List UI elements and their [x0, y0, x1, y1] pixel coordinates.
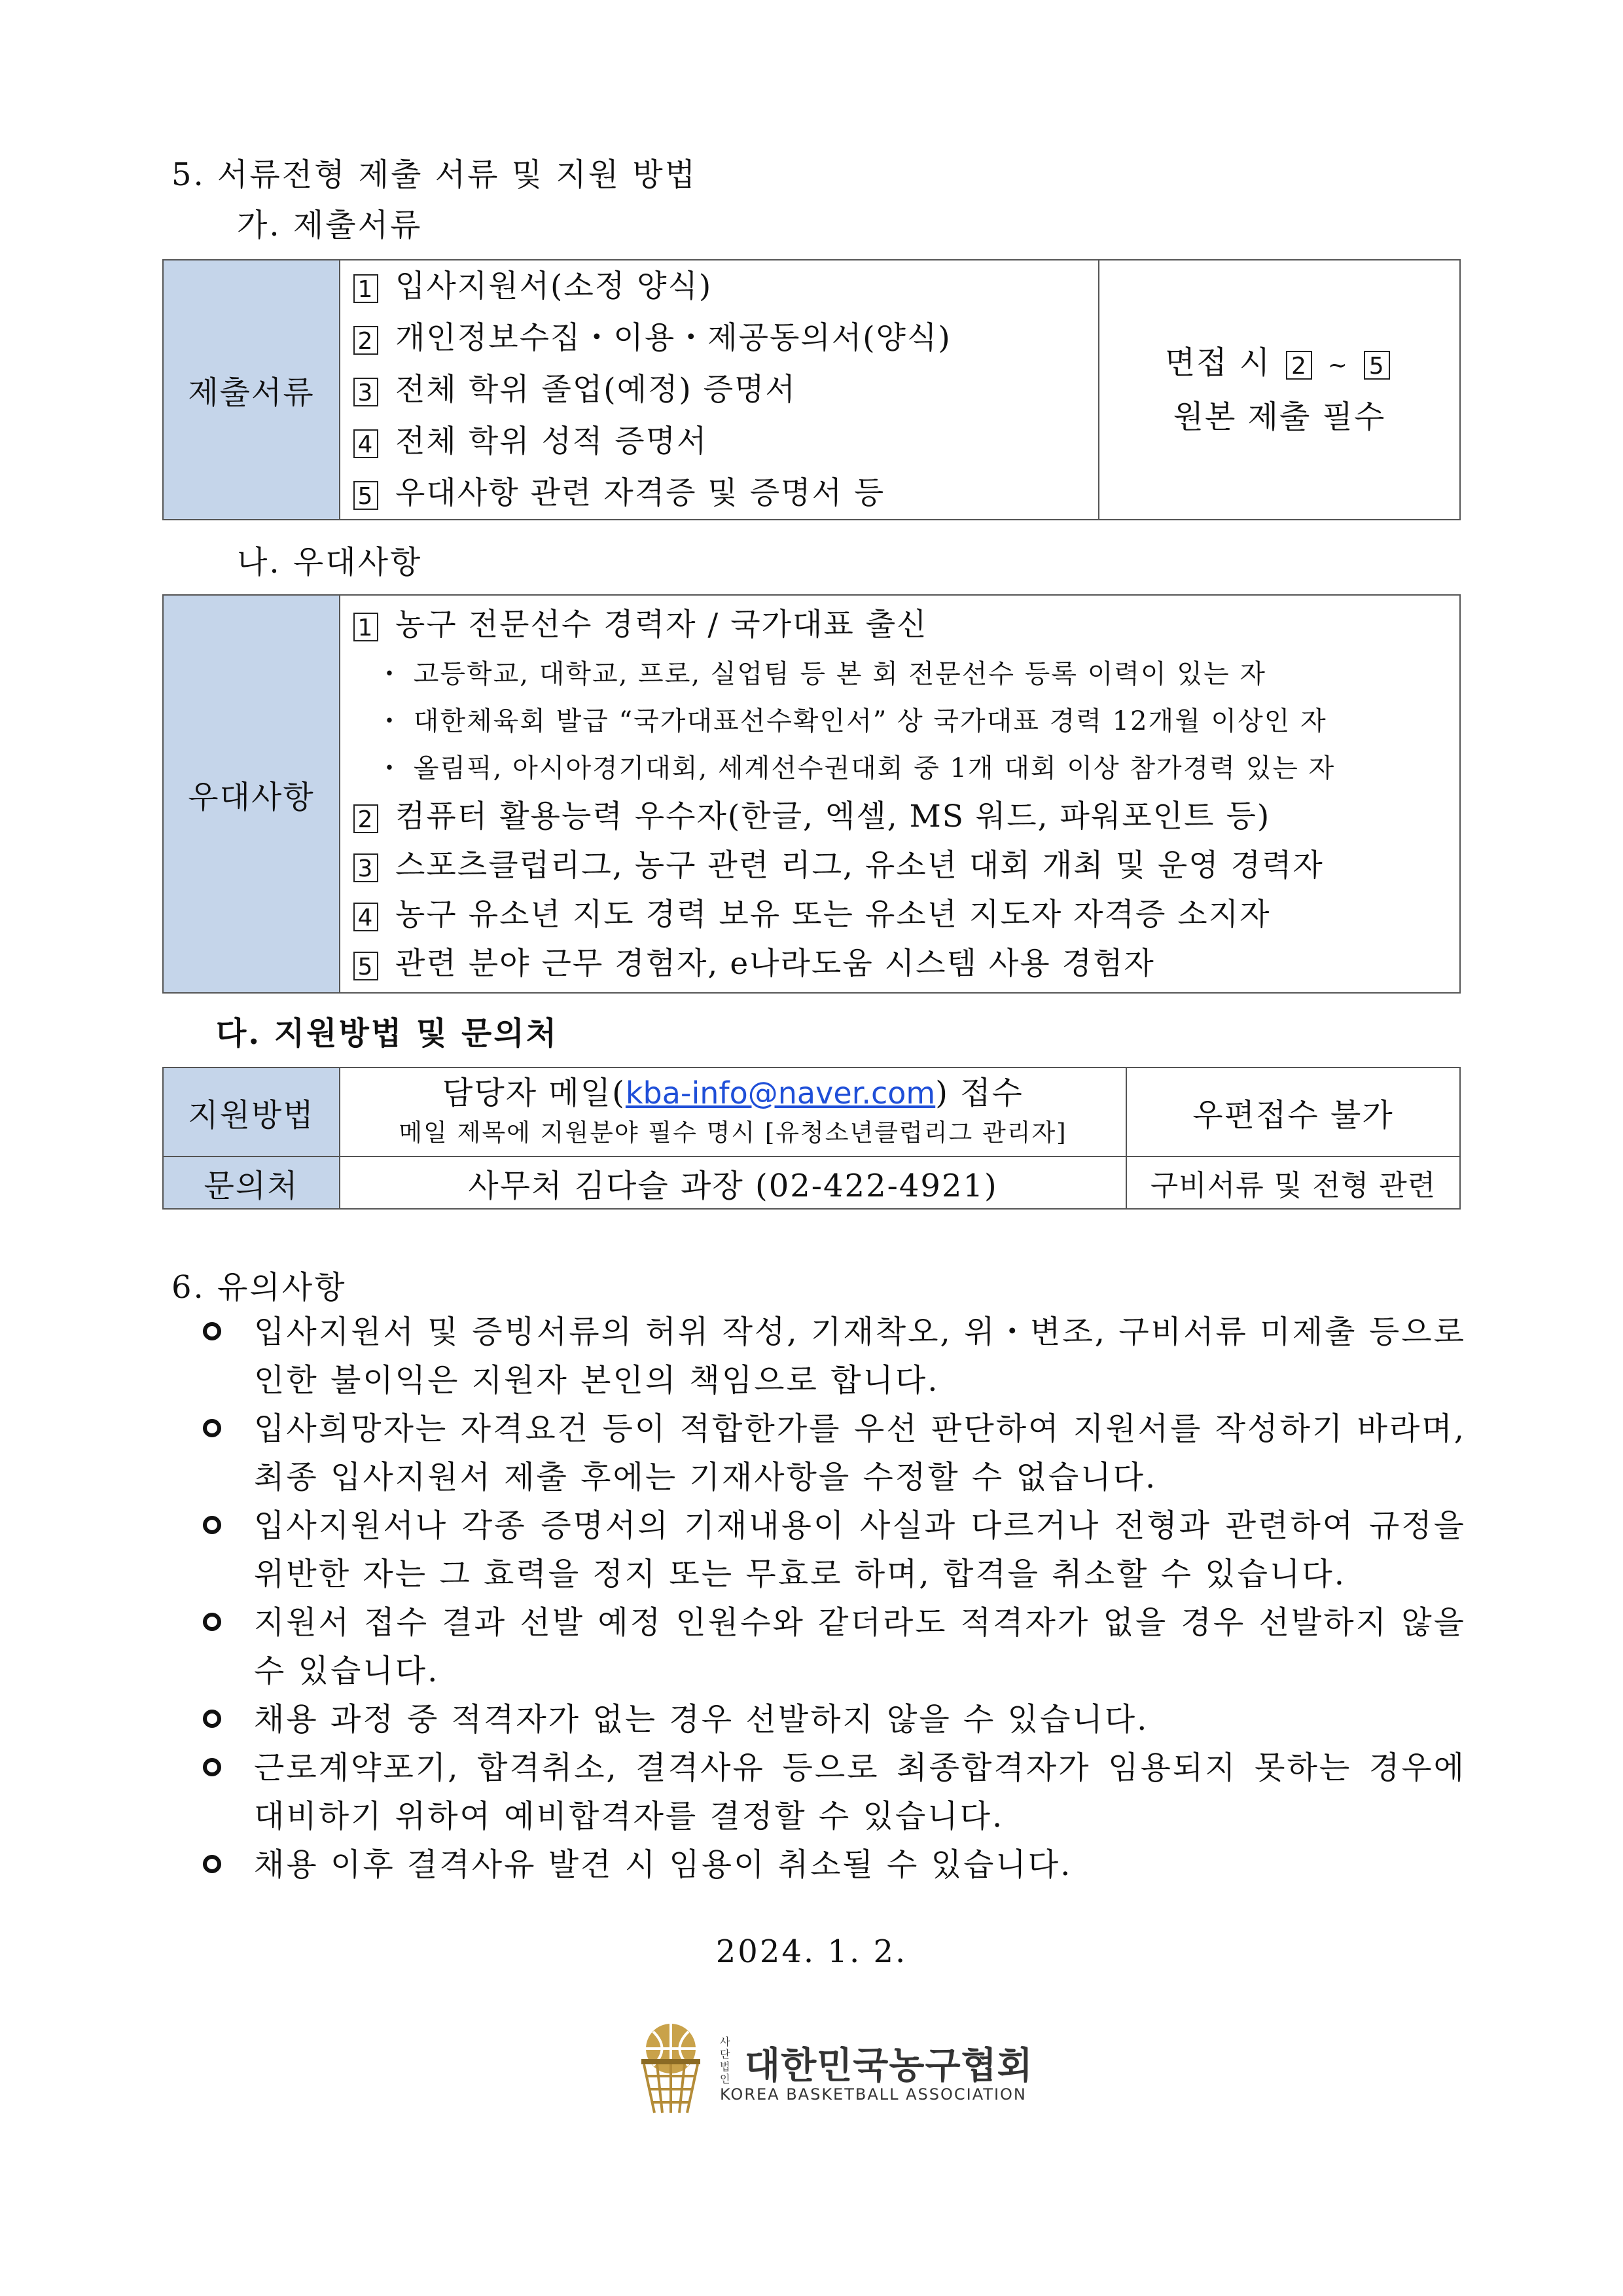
docs-table — [162, 259, 1461, 520]
doc-item-text: 전체 학위 졸업(예정) 증명서 — [395, 372, 796, 408]
pref-item — [340, 939, 1459, 988]
logo-small-text: 사단법인 — [720, 2036, 730, 2085]
apply-table — [162, 1067, 1461, 1210]
num-box: 3 — [353, 853, 378, 882]
section5-title: 5. 서류전형 제출 서류 및 지원 방법 — [171, 156, 698, 193]
num-box: 3 — [353, 378, 378, 406]
contact-label: 문의처 — [163, 1157, 340, 1209]
num-box: 2 — [1286, 351, 1312, 380]
num-box: 5 — [353, 952, 378, 980]
section5-sub-b: 나. 우대사항 — [237, 544, 423, 581]
section6-title: 6. 유의사항 — [171, 1269, 347, 1306]
doc-item — [340, 467, 1098, 519]
note-item — [203, 1598, 1466, 1695]
docs-note-line2: 원본 제출 필수 — [1173, 399, 1386, 435]
num-box: 2 — [353, 804, 378, 833]
pref-item — [340, 841, 1459, 890]
doc-item — [340, 364, 1098, 416]
kba-logo — [628, 2021, 1033, 2119]
apply-method-sub: 메일 제목에 지원분야 필수 명시 [유청소년클럽리그 관리자] — [399, 1119, 1067, 1147]
docs-note-prefix: 면접 시 — [1164, 344, 1272, 381]
num-box: 4 — [353, 429, 378, 458]
note-item — [203, 1405, 1466, 1501]
apply-method-post: ) 접수 — [935, 1075, 1024, 1111]
circle-bullet-icon — [203, 1758, 221, 1776]
note-text: 채용 이후 결격사유 발견 시 임용이 취소될 수 있습니다. — [254, 1846, 1073, 1883]
apply-method-pre: 담당자 메일( — [442, 1075, 626, 1111]
note-item — [203, 1695, 1466, 1744]
contact-info: 사무처 김다슬 과장 (02-422-4921) — [340, 1157, 1126, 1209]
pref-item-text: 농구 전문선수 경력자 / 국가대표 출신 — [395, 607, 928, 643]
doc-item-text: 전체 학위 성적 증명서 — [395, 423, 708, 459]
note-item — [203, 1501, 1466, 1598]
note-item — [203, 1308, 1466, 1405]
pref-item-text: 관련 분야 근무 경험자, e나라도움 시스템 사용 경험자 — [395, 946, 1155, 982]
apply-method-label: 지원방법 — [163, 1067, 340, 1157]
doc-item-text: 입사지원서(소정 양식) — [395, 268, 713, 304]
apply-method-line — [340, 1072, 1126, 1114]
pref-item — [340, 792, 1459, 841]
circle-bullet-icon — [203, 1516, 221, 1534]
notes-list — [203, 1308, 1466, 1889]
pref-item-text: 스포츠클럽리그, 농구 관련 리그, 유소년 대회 개최 및 운영 경력자 — [395, 848, 1324, 884]
pref-table-items — [340, 595, 1460, 993]
pref-table — [162, 594, 1461, 994]
basketball-hoop-icon — [628, 2021, 713, 2119]
num-box: 5 — [1364, 351, 1390, 380]
pref-item — [340, 890, 1459, 939]
pref-subitem: ・ 올림픽, 아시아경기대회, 세계선수권대회 중 1개 대회 이상 참가경력 있는 자 — [376, 753, 1336, 783]
note-text: 근로계약포기, 합격취소, 결격사유 등으로 최종합격자가 임용되지 못하는 경우에 대비하기 위하여 예비합격자를 결정할 수 있습니다. — [254, 1749, 1466, 1835]
note-text: 입사지원서 및 증빙서류의 허위 작성, 기재착오, 위・변조, 구비서류 미제출 등으로 인한 불이익은 지원자 본인의 책임으로 합니다. — [254, 1314, 1466, 1399]
docs-note-tilde: ~ — [1327, 352, 1349, 379]
pref-subitem: ・ 고등학교, 대학교, 프로, 실업팀 등 본 회 전문선수 등록 이력이 있는 자 — [376, 659, 1267, 689]
apply-method-cell — [340, 1067, 1126, 1157]
logo-name-en: KOREA BASKETBALL ASSOCIATION — [720, 2085, 1027, 2104]
circle-bullet-icon — [203, 1613, 221, 1631]
doc-item — [340, 260, 1098, 312]
note-text: 지원서 접수 결과 선발 예정 인원수와 같더라도 적격자가 없을 경우 선발하지 않을 수 있습니다. — [254, 1604, 1466, 1689]
note-item — [203, 1744, 1466, 1840]
pref-item — [340, 600, 1459, 651]
num-box: 4 — [353, 903, 378, 931]
note-item — [203, 1840, 1466, 1889]
email-link[interactable]: kba-info@naver.com — [625, 1075, 936, 1111]
doc-item-text: 우대사항 관련 자격증 및 증명서 등 — [395, 475, 885, 511]
num-box: 1 — [353, 613, 378, 641]
pref-table-label: 우대사항 — [163, 595, 340, 993]
docs-note-line1 — [1099, 337, 1459, 391]
num-box: 1 — [353, 274, 378, 303]
note-text: 입사희망자는 자격요건 등이 적합한가를 우선 판단하여 지원서를 작성하기 바라며, 최종 입사지원서 제출 후에는 기재사항을 수정할 수 없습니다. — [254, 1410, 1466, 1496]
logo-name-ko: 대한민국농구협회 — [745, 2045, 1033, 2087]
contact-right: 구비서류 및 전형 관련 — [1126, 1157, 1460, 1209]
doc-item — [340, 416, 1098, 467]
apply-method-right: 우편접수 불가 — [1126, 1067, 1460, 1157]
section5-sub-a: 가. 제출서류 — [237, 207, 423, 243]
pref-subitem: ・ 대한체육회 발급 “국가대표선수확인서” 상 국가대표 경력 12개월 이상인 자 — [376, 706, 1327, 736]
pref-item-text: 농구 유소년 지도 경력 보유 또는 유소년 지도자 자격증 소지자 — [395, 897, 1271, 933]
doc-item-text: 개인정보수집・이용・제공동의서(양식) — [395, 320, 952, 356]
circle-bullet-icon — [203, 1322, 221, 1340]
pref-item-text: 컴퓨터 활용능력 우수자(한글, 엑셀, MS 워드, 파워포인트 등) — [395, 798, 1271, 834]
circle-bullet-icon — [203, 1855, 221, 1873]
docs-table-label: 제출서류 — [163, 260, 340, 520]
num-box: 2 — [353, 326, 378, 355]
num-box: 5 — [353, 481, 378, 510]
note-text: 입사지원서나 각종 증명서의 기재내용이 사실과 다르거나 전형과 관련하여 규정을 위반한 자는 그 효력을 정지 또는 무효로 하며, 합격을 취소할 수 있습니다. — [254, 1507, 1466, 1592]
docs-table-note — [1099, 260, 1460, 520]
docs-table-items — [340, 260, 1099, 520]
note-text: 채용 과정 중 적격자가 없는 경우 선발하지 않을 수 있습니다. — [254, 1701, 1149, 1738]
section5-sub-c: 다. 지원방법 및 문의처 — [216, 1015, 559, 1052]
circle-bullet-icon — [203, 1419, 221, 1437]
document-date: 2024. 1. 2. — [715, 1933, 908, 1970]
doc-item — [340, 312, 1098, 364]
circle-bullet-icon — [203, 1710, 221, 1728]
